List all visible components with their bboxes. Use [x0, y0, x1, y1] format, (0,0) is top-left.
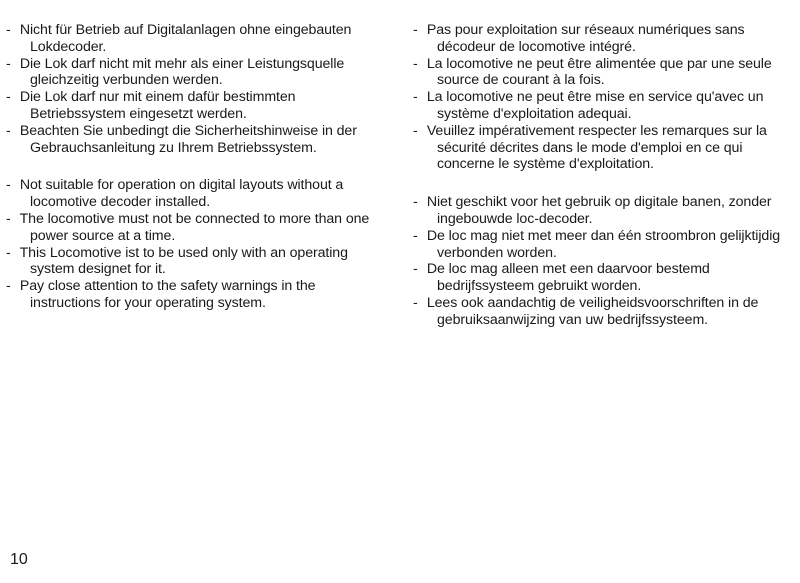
left-column — [6, 22, 386, 312]
list-item: - La locomotive ne peut être alimentée que par une seule source de courant à la fois. — [413, 55, 772, 89]
list-item: - Die Lok darf nicht mit mehr als einer Leistungsquelle gleichzeitig verbunden werden. — [6, 55, 345, 89]
list-item: - Niet geschikt voor het gebruik op digitale banen, zonder ingebouwde loc-decoder. — [413, 194, 772, 227]
list-item: - The locomotive must not be connected to more than one power source at a time. — [6, 210, 370, 244]
list-item: - Die Lok darf nur mit einem dafür bestimmten Betriebssystem eingesetzt werden. — [6, 89, 296, 122]
list-item: - Pay close attention to the safety warnings in the instructions for your operating system. — [6, 278, 316, 311]
list-item: - Veuillez impérativement respecter les remarques sur la sécurité décrites dans le mode d'emploi en ce qui concerne le système d'exploitation. — [413, 122, 767, 173]
list-item: - This Locomotive ist to be used only with an operating system designet for it. — [6, 244, 348, 278]
english-warnings — [6, 177, 386, 311]
list-item: - De loc mag niet met meer dan één stroombron gelijktijdig verbonden worden. — [413, 227, 781, 261]
list-item: - La locomotive ne peut être mise en service qu'avec un système d'exploitation adequai. — [413, 89, 764, 122]
list-item: - Nicht für Betrieb auf Digitalanlagen ohne eingebauten Lokdecoder. — [6, 22, 352, 55]
list-item: - Pas pour exploitation sur réseaux numériques sans décodeur de locomotive intégré. — [413, 22, 745, 55]
list-item: - Not suitable for operation on digital layouts without a locomotive decoder installed. — [6, 177, 344, 211]
page-number: 10 — [10, 551, 28, 568]
dutch-warnings — [413, 194, 798, 328]
french-warnings — [413, 22, 798, 173]
german-warnings — [6, 22, 386, 156]
list-item: - Lees ook aandachtig de veiligheidsvoorschriften in de gebruiksaanwijzing van uw bedrijfssysteem. — [413, 294, 759, 328]
list-item: - De loc mag alleen met een daarvoor bestemd bedrijfssysteem gebruikt worden. — [413, 261, 710, 295]
list-item: - Beachten Sie unbedingt die Sicherheitshinweise in der Gebrauchsanleitung zu Ihrem Betriebssystem. — [6, 122, 357, 156]
right-column — [413, 22, 798, 329]
